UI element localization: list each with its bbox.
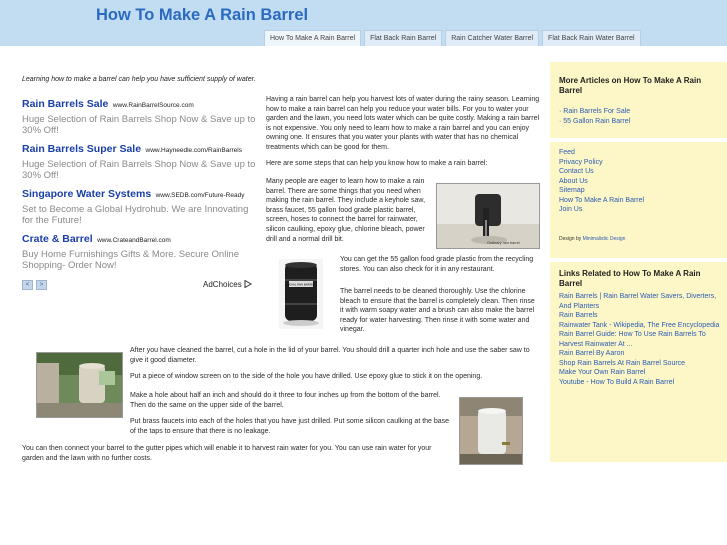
about-us-link[interactable]: About Us	[559, 177, 588, 185]
site-title[interactable]: How To Make A Rain Barrel	[96, 6, 309, 24]
article-paragraph: After you have cleaned the barrel, cut a hole in the lid of your barrel. You should drill a quarter inch hole and use the saber saw to give it good diameter.	[130, 347, 530, 364]
design-by-label: Design by	[559, 236, 582, 242]
ad-url[interactable]: www.Hayneedle.com/RainBarrels	[145, 147, 242, 154]
garden-barrel-image	[37, 353, 123, 418]
related-link[interactable]: Rain Barrels	[559, 312, 598, 319]
related-links-list	[559, 292, 721, 387]
adchoices-icon	[244, 280, 252, 288]
photo-caption: Ordinary rain barrel	[487, 241, 520, 245]
more-articles-heading: More Articles on How To Make A Rain Barrel	[559, 76, 702, 95]
sidebar-divider	[550, 138, 727, 142]
ad-description: Huge Selection of Rain Barrels Shop Now & Save up to 30% Off!	[22, 159, 256, 181]
article-paragraph: Make a hole about half an inch and should do it three to four inches up from the bottom of the barrel. Then do the same on the upper side of the barrel.	[130, 392, 441, 409]
site-header	[0, 0, 727, 46]
tab-flat-back-rain-water-barrel[interactable]: Flat Back Rain Water Barrel	[542, 30, 641, 46]
article-paragraph: Put a piece of window screen on to the side of the hole you have drilled. Use epoxy glue to stick it on the opening.	[130, 373, 483, 380]
sitemap-link[interactable]: Sitemap	[559, 187, 585, 194]
join-us-link[interactable]: Join Us	[559, 206, 583, 213]
ad-item	[22, 96, 256, 141]
ad-description: Buy Home Furnishings Gifts & More. Secure Online Shopping- Order Now!	[22, 249, 240, 271]
article-paragraph: Many people are eager to learn how to make a rain barrel. There are some things that you need when making the rain barrel. They include a keyhole saw, brass faucet, 55 gallon food grade plastic barrel, screen, hoses to connect the barrel for rainwater, silicon caulking, epoxy glue, chlorine bleach, power drill and a normal drill bit.	[266, 178, 426, 243]
privacy-policy-link[interactable]: Privacy Policy	[559, 158, 603, 166]
garden-barrel-photo	[36, 352, 123, 418]
ad-item	[22, 186, 256, 231]
nav-tabs	[264, 30, 641, 46]
drill-photo	[436, 183, 540, 249]
ad-block	[22, 96, 256, 276]
related-link[interactable]: Make Your Own Rain Barrel	[559, 369, 646, 376]
related-link[interactable]: Rain Barrel Guide: How To Use Rain Barrels To Harvest Rainwater At ...	[559, 331, 706, 348]
meta-links	[559, 148, 721, 215]
ad-url[interactable]: www.RainBarrelSource.com	[112, 102, 194, 109]
ad-next-button[interactable]: >	[36, 280, 47, 290]
drill-image	[437, 184, 540, 249]
article-paragraph: You can then connect your barrel to the gutter pipes which will enable it to harvest rain water for you. You can use rain water for your garden and the lawn with no further costs.	[22, 445, 432, 462]
article-paragraph: Put brass faucets into each of the holes that you have just drilled. Put some silicon caulking at the base of the taps to ensure that there is no leakage.	[130, 418, 450, 435]
adchoices-link[interactable]	[203, 280, 252, 289]
ad-title-link[interactable]: Rain Barrels Super Sale	[22, 143, 142, 155]
more-articles-list	[559, 107, 721, 126]
sidebar-link[interactable]: · Rain Barrels For Sale	[559, 108, 631, 115]
ad-title-link[interactable]: Crate & Barrel	[22, 233, 93, 245]
ad-url[interactable]: www.SEDB.com/Future-Ready	[155, 192, 245, 199]
sidebar-link[interactable]: · 55 Gallon Rain Barrel	[559, 117, 631, 125]
ad-description: Huge Selection of Rain Barrels Shop Now & Save up to 30% Off!	[22, 114, 256, 136]
barrel-photo	[279, 259, 323, 329]
adchoices-label: AdChoices	[203, 280, 242, 289]
home-link[interactable]: How To Make A Rain Barrel	[559, 196, 645, 204]
sidebar-divider	[550, 258, 727, 262]
ad-item	[22, 231, 256, 276]
article-paragraph: The barrel needs to be cleaned thoroughly. Use the chlorine bleach to ensure that the barrel is completely clean. Then rinse it with warm soapy water and a brush can also make the barrel ready for water harvesting. Then rinse it with some water and vinegar.	[340, 288, 535, 334]
tab-flat-back-rain-barrel[interactable]: Flat Back Rain Barrel	[364, 30, 442, 46]
related-link[interactable]: Rain Barrels | Rain Barrel Water Savers, Diverters, And Planters	[559, 293, 717, 310]
related-link[interactable]: Shop Rain Barrels At Rain Barrel Source	[559, 359, 686, 367]
barrel-image	[279, 259, 323, 329]
intro-text: Learning how to make a barrel can help you have sufficient supply of water.	[22, 76, 256, 83]
ad-pager	[22, 280, 47, 290]
related-links-heading: Links Related to How To Make A Rain Barrel	[559, 269, 701, 288]
feed-link[interactable]: Feed	[559, 149, 575, 156]
ad-title-link[interactable]: Singapore Water Systems	[22, 188, 152, 200]
article-paragraph: Having a rain barrel can help you harvest lots of water during the rainy season. Learning how to make a rain barrel can help you reduce your water bills. For you to water your garden and the lawn, you need lots water which can be quite costly. Making a rain barrel is not expensive. You only need to learn how to make a rain barrel and you can enjoy owning one. It ensures that you water your plants with water that has no chemical treatments which can be good for them.	[266, 96, 540, 151]
ad-prev-button[interactable]: <	[22, 280, 33, 290]
ad-url[interactable]: www.CrateandBarrel.com	[97, 237, 171, 244]
design-credit	[559, 236, 625, 242]
contact-us-link[interactable]: Contact Us	[559, 168, 594, 175]
related-link[interactable]: Rain Barrel By Aaron	[559, 350, 625, 357]
article-paragraph: Here are some steps that can help you know how to make a rain barrel:	[266, 160, 488, 167]
barrel-label: ROYAL RAIN BARREL	[287, 283, 315, 287]
ad-description: Set to Become a Global Hydrohub. We are Innovating for the Future!	[22, 204, 249, 226]
ad-item	[22, 141, 256, 186]
article-paragraph: You can get the 55 gallon food grade plastic from the recycling stores. You can also check for it in any restaurant.	[340, 256, 534, 273]
design-credit-link[interactable]: Minimalistic Design	[582, 236, 626, 242]
ad-title-link[interactable]: Rain Barrels Sale	[22, 98, 109, 110]
faucet-barrel-photo	[459, 397, 523, 465]
related-link[interactable]: Youtube - How To Build A Rain Barrel	[559, 378, 675, 386]
related-link[interactable]: Rainwater Tank - Wikipedia, The Free Encyclopedia	[559, 321, 720, 329]
tab-how-to-make-a-rain-barrel[interactable]: How To Make A Rain Barrel	[264, 30, 361, 46]
tab-rain-catcher-water-barrel[interactable]: Rain Catcher Water Barrel	[445, 30, 539, 46]
faucet-barrel-image	[460, 398, 523, 465]
